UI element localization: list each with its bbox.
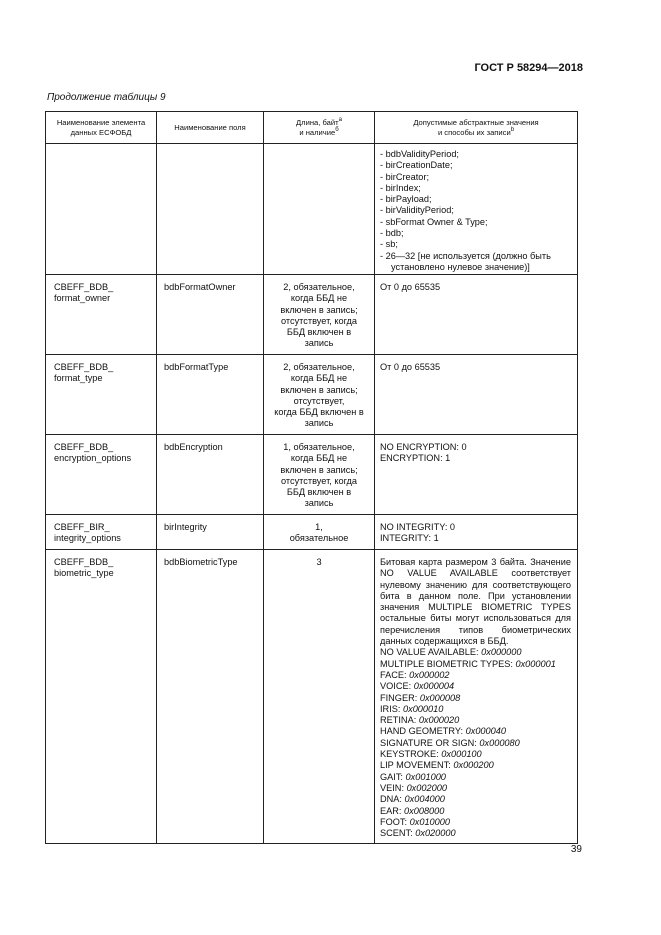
allowed-values: NO INTEGRITY: 0 INTEGRITY: 1 [375,515,578,550]
length-presence: 2, обязательное, когда ББД не включен в запись; отсутствует, когда ББД включен в запись [264,355,375,435]
list-item: - birCreator; [380,171,430,182]
list-item: - birPayload; [380,194,432,205]
flag-entry: VEIN: 0x002000 [380,782,447,793]
field-name: bdbFormatType [157,355,264,435]
allowed-values: NO ENCRYPTION: 0 ENCRYPTION: 1 [375,435,578,515]
header-length: Длина, байт$^a$ и наличие$^б$ [264,112,375,144]
field-name: bdbBiometricType [157,550,264,844]
list-item: - birValidityPeriod; [380,205,454,216]
field-name: birIntegrity [157,515,264,550]
list-item: - sb; [380,239,398,250]
flag-entry: EAR: 0x008000 [380,805,445,816]
flag-entry: FOOT: 0x010000 [380,816,450,827]
flag-entry: IRIS: 0x000010 [380,703,444,714]
list-item: - 26—32 [не используется (должно быть установлено нулевое значение)] [380,250,551,272]
element-name: CBEFF_BDB_ format_owner [46,275,157,355]
list-item: - bdb; [380,228,404,239]
flag-entry: MULTIPLE BIOMETRIC TYPES: 0x000001 [380,658,556,669]
allowed-values [375,550,578,844]
list-item: - sbFormat Owner & Type; [380,216,488,227]
flag-entry: GAIT: 0x001000 [380,771,446,782]
page-number: 39 [570,844,582,855]
standard-code: ГОСТ Р 58294—2018 [474,62,583,74]
table-row-continuation [46,144,578,275]
flag-entry: SIGNATURE OR SIGN: 0x000080 [380,737,520,748]
table-header-row [46,112,578,144]
allowed-values: От 0 до 65535 [375,355,578,435]
element-name: CBEFF_BDB_ encryption_options [46,435,157,515]
flag-entry: SCENT: 0x020000 [380,828,456,839]
flag-entry: NO VALUE AVAILABLE: 0x000000 [380,647,522,658]
bitmap-description: Битовая карта размером 3 байта. Значение NO VALUE AVAILABLE соответствует нулевому значению для соответствующего бита в данном поле. При установлении значения MULTIPLE BIOMETRIC TYPES остальные биты могут использоваться для перечисления типов биометрических данных содержащихся в ББД. [380,557,571,647]
header-allowed-values: Допустимые абстрактные значения и способы их записи$^b$ [375,112,578,144]
table-row-encryption [46,435,578,515]
element-name: CBEFF_BDB_ biometric_type [46,550,157,844]
length-presence: 3 [264,550,375,844]
element-name: CBEFF_BDB_ format_type [46,355,157,435]
table-row-format-owner [46,275,578,355]
flag-entry: FACE: 0x000002 [380,669,450,680]
length-presence: 1, обязательное, когда ББД не включен в запись; отсутствует, когда ББД включен в запись [264,435,375,515]
continuation-list [375,144,578,275]
field-name: bdbEncryption [157,435,264,515]
length-presence: 1, обязательное [264,515,375,550]
flag-entry: KEYSTROKE: 0x000100 [380,749,482,760]
flag-entry: VOICE: 0x000004 [380,681,455,692]
field-name: bdbFormatOwner [157,275,264,355]
allowed-values: От 0 до 65535 [375,275,578,355]
list-item: - birIndex; [380,182,421,193]
flag-entry: HAND GEOMETRY: 0x000040 [380,726,506,737]
header-element-name: Наименование элемента данных ЕСФОБД [46,112,157,144]
flag-entry: LIP MOVEMENT: 0x000200 [380,760,494,771]
list-item: - birCreationDate; [380,160,453,171]
flag-entry: DNA: 0x004000 [380,794,445,805]
table-caption: Продолжение таблицы 9 [47,92,166,103]
list-item: - bdbValidityPeriod; [380,149,459,159]
table-row-format-type [46,355,578,435]
flag-entry: FINGER: 0x000008 [380,692,461,703]
flag-entry: RETINA: 0x000020 [380,715,460,726]
requirements-table [45,111,578,844]
header-field-name: Наименование поля [157,112,264,144]
table-row-integrity [46,515,578,550]
element-name: CBEFF_BIR_ integrity_options [46,515,157,550]
length-presence: 2, обязательное, когда ББД не включен в запись; отсутствует, когда ББД включен в запись [264,275,375,355]
table-row-biometric-type [46,550,578,844]
